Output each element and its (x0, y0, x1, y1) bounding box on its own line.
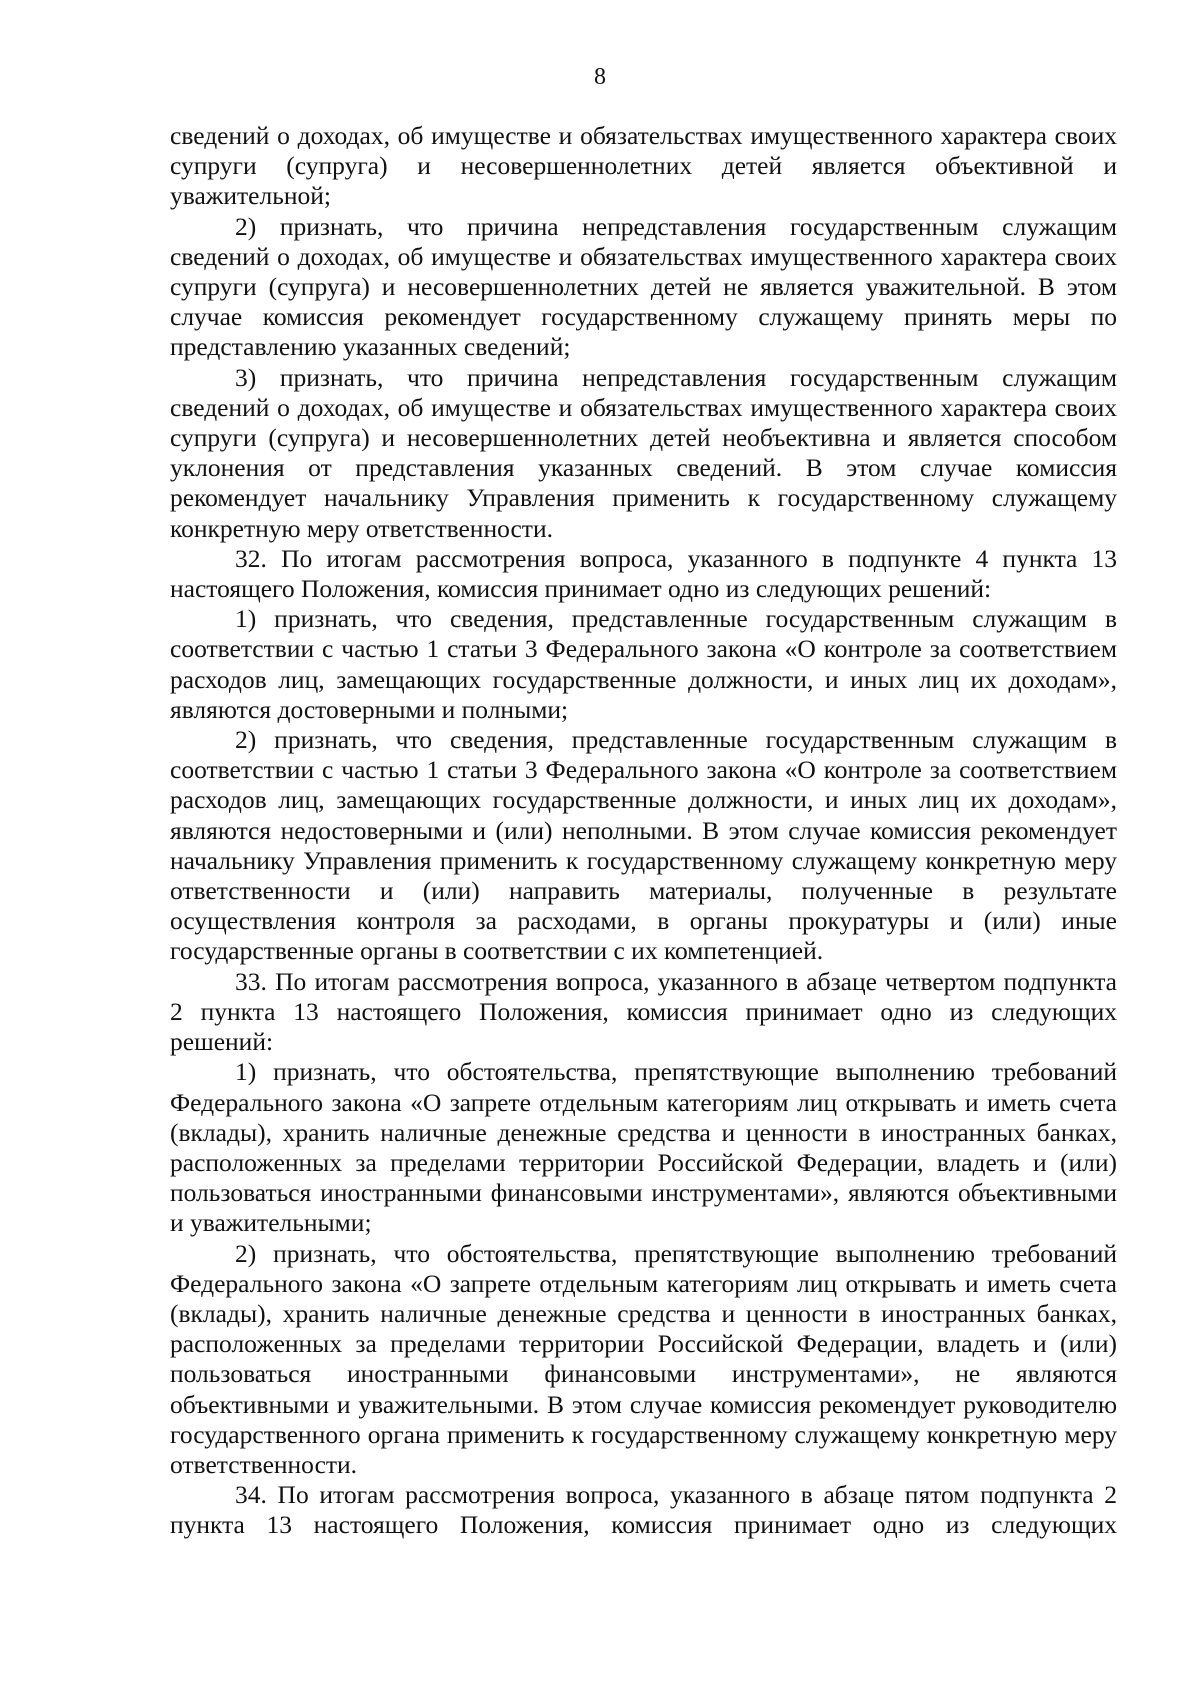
page-number: 8 (594, 64, 606, 90)
paragraph: 34. По итогам рассмотрения вопроса, указанного в абзаце пятом подпункта 2 пункта 13 настоящего Положения, комиссия принимает одно из следующих (170, 1480, 1117, 1540)
paragraph: 2) признать, что обстоятельства, препятствующие выполнению требований Федерального закона «О запрете отдельным категориям лиц открывать и иметь счета (вклады), хранить наличные денежные средства и ценности в иностранных банках, расположенных за пределами территории Российской Федерации, владеть и (или) пользоваться иностранными финансовыми инструментами», не являются объективными и уважительными. В этом случае комиссия рекомендует руководителю государственного органа применить к государственному служащему конкретную меру ответственности. (170, 1238, 1117, 1479)
paragraph: 32. По итогам рассмотрения вопроса, указанного в подпункте 4 пункта 13 настоящего Положения, комиссия принимает одно из следующих решений: (170, 543, 1117, 604)
paragraph: сведений о доходах, об имуществе и обязательствах имущественного характера своих супруги (супруга) и несовершеннолетних детей является объективной и уважительной; (170, 121, 1117, 211)
paragraph: 1) признать, что обстоятельства, препятствующие выполнению требований Федерального закона «О запрете отдельным категориям лиц открывать и иметь счета (вклады), хранить наличные денежные средства и ценности в иностранных банках, расположенных за пределами территории Российской Федерации, владеть и (или) пользоваться иностранными финансовыми инструментами», являются объективными и уважительными; (170, 1057, 1117, 1238)
paragraph: 2) признать, что причина непредставления государственным служащим сведений о доходах, об имуществе и обязательствах имущественного характера своих супруги (супруга) и несовершеннолетних детей не является уважительной. В этом случае комиссия рекомендует государственному служащему принять меры по представлению указанных сведений; (170, 211, 1117, 362)
paragraph: 1) признать, что сведения, представленные государственным служащим в соответствии с частью 1 статьи 3 Федерального закона «О контроле за соответствием расходов лиц, замещающих государственные должности, и иных лиц их доходам», являются достоверными и полными; (170, 604, 1117, 724)
paragraph: 2) признать, что сведения, представленные государственным служащим в соответствии с частью 1 статьи 3 Федерального закона «О контроле за соответствием расходов лиц, замещающих государственные должности, и иных лиц их доходам», являются недостоверными и (или) неполными. В этом случае комиссия рекомендует начальнику Управления применить к государственному служащему конкретную меру ответственности и (или) направить материалы, полученные в результате осуществления контроля за расходами, в органы прокуратуры и (или) иные государственные органы в соответствии с их компетенцией. (170, 725, 1117, 966)
paragraph: 3) признать, что причина непредставления государственным служащим сведений о доходах, об имуществе и обязательствах имущественного характера своих супруги (супруга) и несовершеннолетних детей необъективна и является способом уклонения от представления указанных сведений. В этом случае комиссия рекомендует начальнику Управления применить к государственному служащему конкретную меру ответственности. (170, 362, 1117, 543)
paragraph: 33. По итогам рассмотрения вопроса, указанного в абзаце четвертом подпункта 2 пункта 13 настоящего Положения, комиссия принимает одно из следующих решений: (170, 966, 1117, 1057)
document-body (170, 121, 1117, 1541)
